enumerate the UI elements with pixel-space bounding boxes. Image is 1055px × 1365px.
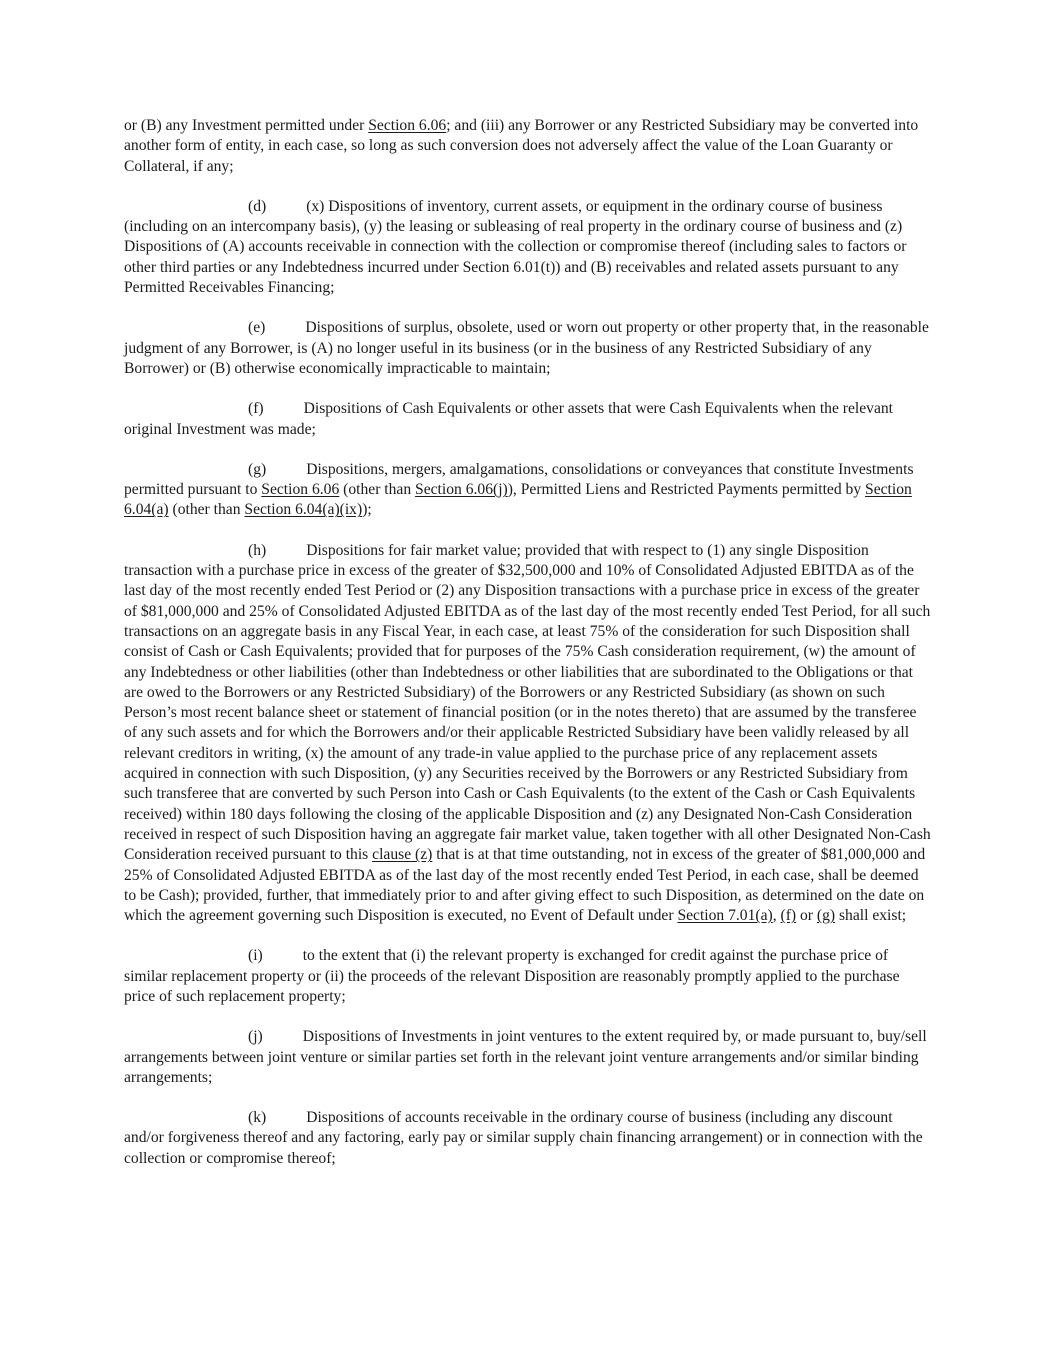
clause-paragraph xyxy=(124,460,932,521)
text-run: (other than xyxy=(339,481,416,499)
document-body xyxy=(124,116,932,1189)
text-run: (x) Dispositions of inventory, current assets, or equipment in the ordinary course of business (including on an intercompany basis), (y) the leasing or subleasing of real property in the ordinary course of business and (z) Dispositions of (A) accounts receivable in connection with the collection or compromise thereof (including sales to factors or other third parties or any Indebtedness incurred under Section 6.01(t)) and (B) receivables and related assets pursuant to any Permitted Receivables Financing; xyxy=(124,197,907,297)
section-reference: clause (z) xyxy=(372,846,433,864)
clause-paragraph xyxy=(124,399,932,440)
text-run: Dispositions of accounts receivable in the ordinary course of business (including any discount and/or forgiveness thereof and any factoring, early pay or similar supply chain financing arrangement) or in connection with the collection or compromise thereof; xyxy=(124,1109,923,1167)
continuation-paragraph xyxy=(124,116,932,177)
text-run: that is at that time outstanding, not in excess of the greater of $81,000,000 and 25% of Consolidated Adjusted EBITDA as of the last day of the most recently ended Test Period, in each case, shall be deemed to be Cash); provided, further, that immediately prior to and after giving effect to such Disposition, as determined on the date on which the agreement governing such Disposition is executed, no Event of Default under xyxy=(124,846,926,925)
section-reference: Section 6.04(a) xyxy=(124,481,912,519)
clause-paragraph xyxy=(124,1108,932,1169)
text-run: ), Permitted Liens and Restricted Payments permitted by xyxy=(507,481,866,499)
clause-paragraph xyxy=(124,318,932,379)
section-reference: Section 6.06(j) xyxy=(415,481,508,499)
section-reference: (g) xyxy=(816,907,836,925)
section-reference: Section 7.01(a) xyxy=(677,907,773,925)
text-run: Dispositions of surplus, obsolete, used or worn out property or other property that, in the reasonable judgment of any Borrower, is (A) no longer useful in its business (or in the business of any Restricted Subsidiary of any Borrower) or (B) otherwise economically impracticable to maintain; xyxy=(124,319,929,377)
section-reference: Section 6.06 xyxy=(261,481,340,499)
clause-label: (d) xyxy=(248,197,267,215)
text-run: or xyxy=(796,907,817,925)
clause-label: (e) xyxy=(248,319,266,337)
text-run: (other than xyxy=(168,501,245,519)
text-run: ; and (iii) any Borrower or any Restricted Subsidiary may be converted into another form of entity, in each case, so long as such conversion does not adversely affect the value of the Loan Guaranty or Collateral, if any; xyxy=(124,117,919,175)
text-run: or (B) any Investment permitted under xyxy=(124,117,369,134)
clause-paragraph xyxy=(124,541,932,927)
clause-label: (i) xyxy=(248,947,263,965)
clause-label: (h) xyxy=(248,541,267,559)
text-run: Dispositions of Investments in joint ventures to the extent required by, or made pursuant to, buy/sell arrangements between joint venture or similar parties set forth in the relevant joint venture arrangements and/or similar binding arrangements; xyxy=(124,1028,927,1086)
text-run: , xyxy=(772,907,781,925)
section-reference: (f) xyxy=(780,907,797,925)
clause-paragraph xyxy=(124,197,932,298)
text-run: Dispositions for fair market value; provided that with respect to (1) any single Disposition transaction with a purchase price in excess of the greater of $32,500,000 and 10% of Consolidated Adjusted EBITDA as of the last day of the most recently ended Test Period or (2) any Disposition transactions with a purchase price in excess of the greater of $81,000,000 and 25% of Consolidated Adjusted EBITDA as of the last day of the most recently ended Test Period, for all such transactions on an aggregate basis in any Fiscal Year, in each case, at least 75% of the consideration for such Disposition shall consist of Cash or Cash Equivalents; provided that for purposes of the 75% Cash consideration requirement, (w) the amount of any Indebtedness or other liabilities (other than Indebtedness or other liabilities that are subordinated to the Obligations or that are owed to the Borrowers or any Restricted Subsidiary) of the Borrowers or any Restricted Subsidiary (as shown on such Person’s most recent balance sheet or statement of financial position (or in the notes thereto) that are assumed by the transferee of any such assets and for which the Borrowers and/or their applicable Restricted Subsidiary have been validly released by all relevant creditors in writing, (x) the amount of any trade-in value applied to the purchase price of any replacement assets acquired in connection with such Disposition, (y) any Securities received by the Borrowers or any Restricted Subsidiary from such transferee that are converted by such Person into Cash or Cash Equivalents (to the extent of the Cash or Cash Equivalents received) within 180 days following the closing of the applicable Disposition and (z) any Designated Non-Cash Consideration received in respect of such Disposition having an aggregate fair market value, taken together with all other Designated Non-Cash Consideration received pursuant to this xyxy=(124,541,931,864)
clause-label: (k) xyxy=(248,1109,267,1127)
clause-paragraph xyxy=(124,946,932,1007)
text-run: to the extent that (i) the relevant property is exchanged for credit against the purchase price of similar replacement property or (ii) the proceeds of the relevant Disposition are reasonably promptly applied to the purchase price of such replacement property; xyxy=(124,947,900,1005)
clause-paragraph xyxy=(124,1027,932,1088)
text-run: ); xyxy=(362,501,372,519)
clause-label: (f) xyxy=(248,400,264,418)
clause-label: (j) xyxy=(248,1028,263,1046)
section-reference: Section 6.06 xyxy=(368,117,447,134)
section-reference: Section 6.04(a)(ix) xyxy=(244,501,363,519)
clause-label: (g) xyxy=(248,460,267,478)
text-run: Dispositions, mergers, amalgamations, consolidations or conveyances that constitute Investments permitted pursuant to xyxy=(124,460,914,499)
text-run: Dispositions of Cash Equivalents or other assets that were Cash Equivalents when the relevant original Investment was made; xyxy=(124,400,893,438)
text-run: shall exist; xyxy=(835,907,907,925)
